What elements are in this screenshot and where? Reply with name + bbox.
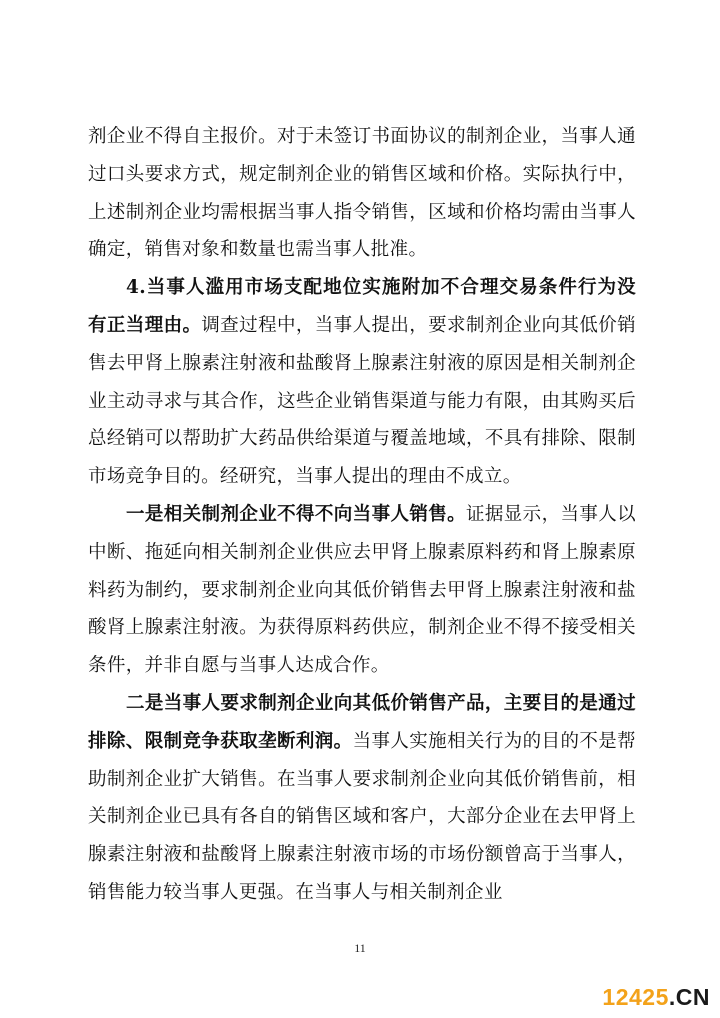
watermark-domain: .CN bbox=[668, 984, 710, 1010]
paragraph-2-lead: 4.当事人滥用市场支配地位实施附加不合理交易条件行为没有正当理由。 bbox=[88, 277, 636, 336]
paragraph-3-lead: 一是相关制剂企业不得不向当事人销售。 bbox=[126, 503, 467, 525]
page-number: 11 bbox=[354, 941, 366, 955]
paragraph-4-text: 当事人实施相关行为的目的不是帮助制剂企业扩大销售。在当事人要求制剂企业向其低价销售前，相关制剂企业已具有各自的销售区域和客户，大部分企业在去甲肾上腺素注射液和盐酸肾上腺素注射液市场的市场份额曾高于当事人，销售能力较当事人更强。在当事人与相关制剂企业 bbox=[88, 730, 636, 903]
watermark-logo bbox=[602, 984, 710, 1011]
paragraph-4-lead: 二是当事人要求制剂企业向其低价销售产品，主要目的是通过排除、限制竞争获取垄断利润。 bbox=[88, 692, 636, 752]
paragraph-2 bbox=[88, 269, 636, 496]
watermark-number: 12425 bbox=[602, 984, 669, 1010]
paragraph-1 bbox=[88, 118, 636, 269]
paragraph-1-text: 剂企业不得自主报价。对于未签订书面协议的制剂企业，当事人通过口头要求方式，规定制剂企业的销售区域和价格。实际执行中，上述制剂企业均需根据当事人指令销售，区域和价格均需由当事人确定，销售对象和数量也需当事人批准。 bbox=[88, 126, 636, 261]
document-body bbox=[88, 118, 636, 912]
paragraph-2-text: 调查过程中，当事人提出，要求制剂企业向其低价销售去甲肾上腺素注射液和盐酸肾上腺素注射液的原因是相关制剂企业主动寻求与其合作，这些企业销售渠道与能力有限，由其购买后总经销可以帮助扩大药品供给渠道与覆盖地域，不具有排除、限制市场竞争目的。经研究，当事人提出的理由不成立。 bbox=[88, 314, 636, 488]
paragraph-3-text: 证据显示，当事人以中断、拖延向相关制剂企业供应去甲肾上腺素原料药和肾上腺素原料药为制约，要求制剂企业向其低价销售去甲肾上腺素注射液和盐酸肾上腺素注射液。为获得原料药供应，制剂企业不得不接受相关条件，并非自愿与当事人达成合作。 bbox=[88, 503, 636, 677]
paragraph-3 bbox=[88, 496, 636, 685]
paragraph-4 bbox=[88, 685, 636, 912]
